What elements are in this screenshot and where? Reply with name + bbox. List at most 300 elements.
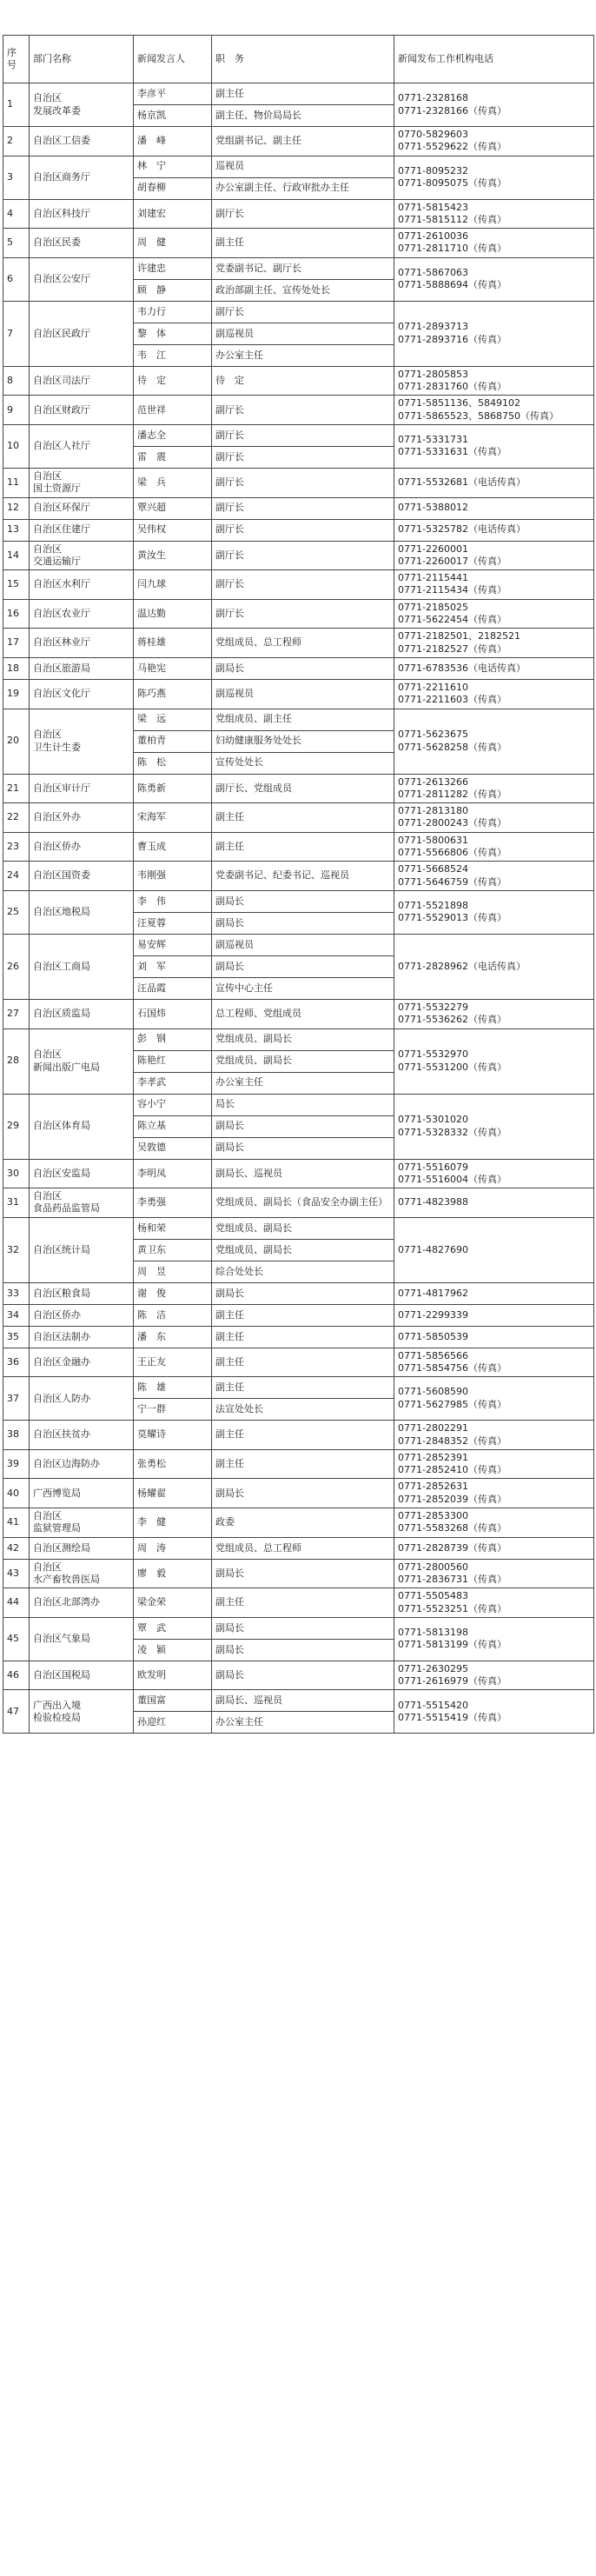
cell-position: 副厅长: [212, 541, 394, 570]
cell-department: 自治区气象局: [30, 1617, 134, 1661]
cell-spokesperson: 顾 静: [134, 279, 212, 301]
cell-position: 办公室主任: [212, 1712, 394, 1734]
cell-department: 自治区文化厅: [30, 679, 134, 709]
cell-position: 政治部副主任、宣传处处长: [212, 279, 394, 301]
cell-department: 自治区粮食局: [30, 1282, 134, 1304]
cell-phone: 0771-5505483 0771-5523251（传真）: [394, 1588, 594, 1618]
table-row: [3, 1159, 594, 1188]
cell-department: 自治区 食品药品监管局: [30, 1188, 134, 1218]
cell-phone: 0771-5516079 0771-5516004（传真）: [394, 1159, 594, 1188]
cell-index: 16: [3, 599, 30, 629]
cell-position: 党组成员、副局长: [212, 1239, 394, 1261]
cell-spokesperson: 李孝武: [134, 1072, 212, 1094]
cell-position: 副局长、巡视员: [212, 1159, 394, 1188]
cell-position: 副厅长: [212, 599, 394, 629]
cell-position: 副主任: [212, 803, 394, 833]
cell-spokesperson: 周 健: [134, 229, 212, 258]
cell-position: 总工程师、党组成员: [212, 999, 394, 1028]
cell-phone: 0771-4827690: [394, 1217, 594, 1282]
cell-department: 自治区测绘局: [30, 1537, 134, 1559]
cell-spokesperson: 汪品霞: [134, 977, 212, 999]
cell-position: 副巡视员: [212, 934, 394, 955]
cell-index: 14: [3, 541, 30, 570]
cell-phone: 0771-2630295 0771-2616979（传真）: [394, 1661, 594, 1690]
cell-index: 24: [3, 862, 30, 891]
cell-spokesperson: 韦刚强: [134, 862, 212, 891]
table-row: [3, 1421, 594, 1450]
cell-phone: 0771-8095232 0771-8095075（传真）: [394, 156, 594, 199]
header-index: 序号: [3, 36, 30, 83]
table-row: [3, 1094, 594, 1115]
cell-spokesperson: 雷 震: [134, 446, 212, 468]
table-row: [3, 1449, 594, 1479]
cell-index: 37: [3, 1377, 30, 1421]
cell-phone: 0771-5325782（电话传真）: [394, 519, 594, 541]
cell-phone: 0771-5800631 0771-5566806（传真）: [394, 832, 594, 862]
cell-spokesperson: 覃兴超: [134, 497, 212, 519]
cell-position: 党组成员、总工程师: [212, 1537, 394, 1559]
cell-index: 40: [3, 1479, 30, 1508]
cell-phone: 0771-2115441 0771-2115434（传真）: [394, 570, 594, 600]
cell-position: 副厅长: [212, 424, 394, 446]
cell-department: 自治区财政厅: [30, 396, 134, 425]
cell-index: 23: [3, 832, 30, 862]
cell-position: 宣传中心主任: [212, 977, 394, 999]
cell-department: 自治区边海防办: [30, 1449, 134, 1479]
cell-spokesperson: 韦力行: [134, 301, 212, 323]
cell-index: 12: [3, 497, 30, 519]
cell-spokesperson: 刘建宏: [134, 199, 212, 229]
cell-position: 巡视员: [212, 156, 394, 177]
cell-position: 副局长: [212, 890, 394, 912]
table-row: [3, 468, 594, 497]
table-row: [3, 934, 594, 955]
cell-index: 45: [3, 1617, 30, 1661]
table-row: [3, 1304, 594, 1326]
cell-phone: 0771-5850539: [394, 1326, 594, 1348]
cell-phone: 0771-2800560 0771-2836731（传真）: [394, 1559, 594, 1588]
cell-index: 13: [3, 519, 30, 541]
cell-index: 44: [3, 1588, 30, 1618]
cell-department: 自治区安监局: [30, 1159, 134, 1188]
table-row: [3, 862, 594, 891]
cell-index: 29: [3, 1094, 30, 1159]
cell-index: 43: [3, 1559, 30, 1588]
table-row: [3, 497, 594, 519]
cell-phone: 0771-5813198 0771-5813199（传真）: [394, 1617, 594, 1661]
cell-spokesperson: 闫九球: [134, 570, 212, 600]
cell-index: 5: [3, 229, 30, 258]
cell-spokesperson: 董柏青: [134, 730, 212, 752]
cell-position: 副局长: [212, 1639, 394, 1661]
cell-index: 22: [3, 803, 30, 833]
cell-position: 法宣处处长: [212, 1399, 394, 1421]
cell-index: 17: [3, 629, 30, 658]
cell-phone: 0771-6783536（电话传真）: [394, 657, 594, 679]
cell-department: 自治区北部湾办: [30, 1588, 134, 1618]
cell-phone: 0771-2610036 0771-2811710（传真）: [394, 229, 594, 258]
cell-spokesperson: 黄卫东: [134, 1239, 212, 1261]
cell-spokesperson: 石国炜: [134, 999, 212, 1028]
cell-spokesperson: 陈巧燕: [134, 679, 212, 709]
table-row: [3, 1559, 594, 1588]
cell-department: 自治区人防办: [30, 1377, 134, 1421]
cell-phone: 0770-5829603 0771-5529622（传真）: [394, 127, 594, 156]
cell-spokesperson: 李 健: [134, 1508, 212, 1538]
cell-spokesperson: 黄汝生: [134, 541, 212, 570]
cell-position: 副主任: [212, 1588, 394, 1618]
cell-position: 副厅长: [212, 301, 394, 323]
cell-spokesperson: 周 昱: [134, 1261, 212, 1282]
cell-position: 副局长: [212, 1282, 394, 1304]
cell-spokesperson: 欧发明: [134, 1661, 212, 1690]
table-row: [3, 1326, 594, 1348]
cell-spokesperson: 董国富: [134, 1690, 212, 1712]
cell-spokesperson: 汪夏蓉: [134, 912, 212, 934]
cell-phone: 0771-2828739（传真）: [394, 1537, 594, 1559]
cell-index: 28: [3, 1028, 30, 1094]
cell-position: 副主任: [212, 1326, 394, 1348]
cell-phone: 0771-5668524 0771-5646759（传真）: [394, 862, 594, 891]
table-row: [3, 890, 594, 912]
cell-spokesperson: 马艳宪: [134, 657, 212, 679]
cell-department: 自治区司法厅: [30, 366, 134, 396]
table-row: [3, 1377, 594, 1399]
cell-position: 办公室主任: [212, 1072, 394, 1094]
cell-phone: 0771-2613266 0771-2811282（传真）: [394, 774, 594, 803]
cell-spokesperson: 凌 颖: [134, 1639, 212, 1661]
cell-phone: 0771-5815423 0771-5815112（传真）: [394, 199, 594, 229]
cell-department: 自治区审计厅: [30, 774, 134, 803]
table-row: [3, 229, 594, 258]
cell-phone: 0771-5532279 0771-5536262（传真）: [394, 999, 594, 1028]
table-row: [3, 83, 594, 105]
cell-position: 副局长: [212, 1115, 394, 1137]
table-row: [3, 1188, 594, 1218]
cell-index: 46: [3, 1661, 30, 1690]
cell-department: 自治区农业厅: [30, 599, 134, 629]
cell-phone: 0771-5388012: [394, 497, 594, 519]
cell-phone: 0771-2805853 0771-2831760（传真）: [394, 366, 594, 396]
cell-department: 自治区 新闻出版广电局: [30, 1028, 134, 1094]
cell-spokesperson: 杨京凯: [134, 105, 212, 127]
table-row: [3, 1588, 594, 1618]
cell-spokesperson: 潘 峰: [134, 127, 212, 156]
header-department: 部门名称: [30, 36, 134, 83]
cell-spokesperson: 黎 体: [134, 323, 212, 344]
cell-position: 政委: [212, 1508, 394, 1538]
cell-index: 30: [3, 1159, 30, 1188]
cell-phone: 0771-2828962（电话传真）: [394, 934, 594, 999]
cell-phone: 0771-5301020 0771-5328332（传真）: [394, 1094, 594, 1159]
cell-phone: 0771-4823988: [394, 1188, 594, 1218]
cell-spokesperson: 陈 松: [134, 752, 212, 774]
cell-phone: 0771-2299339: [394, 1304, 594, 1326]
cell-spokesperson: 陈 洁: [134, 1304, 212, 1326]
cell-position: 副主任: [212, 1304, 394, 1326]
cell-index: 47: [3, 1690, 30, 1734]
cell-position: 党组成员、副主任: [212, 709, 394, 730]
cell-index: 41: [3, 1508, 30, 1538]
cell-department: 自治区统计局: [30, 1217, 134, 1282]
cell-phone: 0771-2893713 0771-2893716（传真）: [394, 301, 594, 366]
cell-spokesperson: 宁一群: [134, 1399, 212, 1421]
table-row: [3, 1479, 594, 1508]
cell-index: 20: [3, 709, 30, 774]
cell-position: 党组副书记、副主任: [212, 127, 394, 156]
page: [3, 0, 593, 1768]
cell-department: 广西出入境 检验检疫局: [30, 1690, 134, 1734]
cell-phone: 0771-5856566 0771-5854756（传真）: [394, 1348, 594, 1377]
cell-spokesperson: 待 定: [134, 366, 212, 396]
cell-position: 副局长: [212, 912, 394, 934]
cell-index: 34: [3, 1304, 30, 1326]
cell-phone: 0771-2211610 0771-2211603（传真）: [394, 679, 594, 709]
cell-index: 38: [3, 1421, 30, 1450]
cell-position: 妇幼健康服务处处长: [212, 730, 394, 752]
cell-position: 副局长: [212, 1617, 394, 1639]
cell-spokesperson: 孙迎红: [134, 1712, 212, 1734]
cell-spokesperson: 莫耀诗: [134, 1421, 212, 1450]
table-body: [3, 83, 594, 1734]
cell-position: 副局长: [212, 657, 394, 679]
table-row: [3, 709, 594, 730]
cell-phone: 0771-2185025 0771-5622454（传真）: [394, 599, 594, 629]
cell-department: 自治区科技厅: [30, 199, 134, 229]
cell-phone: 0771-4817962: [394, 1282, 594, 1304]
cell-spokesperson: 李明凤: [134, 1159, 212, 1188]
table-row: [3, 156, 594, 177]
cell-position: 副厅长: [212, 570, 394, 600]
cell-index: 19: [3, 679, 30, 709]
cell-phone: 0771-5532970 0771-5531200（传真）: [394, 1028, 594, 1094]
cell-position: 副厅长: [212, 519, 394, 541]
cell-position: 副巡视员: [212, 323, 394, 344]
cell-phone: 0771-5532681（电话传真）: [394, 468, 594, 497]
cell-index: 26: [3, 934, 30, 999]
table-row: [3, 1690, 594, 1712]
cell-phone: 0771-2328168 0771-2328166（传真）: [394, 83, 594, 127]
cell-index: 35: [3, 1326, 30, 1348]
cell-index: 9: [3, 396, 30, 425]
cell-department: 自治区侨办: [30, 832, 134, 862]
cell-spokesperson: 吴伟权: [134, 519, 212, 541]
cell-position: 党组成员、总工程师: [212, 629, 394, 658]
cell-position: 副局长: [212, 1559, 394, 1588]
table-row: [3, 199, 594, 229]
cell-index: 1: [3, 83, 30, 127]
cell-position: 副厅长: [212, 446, 394, 468]
cell-spokesperson: 谢 俊: [134, 1282, 212, 1304]
cell-phone: 0771-5623675 0771-5628258（传真）: [394, 709, 594, 774]
cell-department: 自治区 交通运输厅: [30, 541, 134, 570]
cell-department: 自治区 发展改革委: [30, 83, 134, 127]
cell-department: 自治区 卫生计生委: [30, 709, 134, 774]
cell-spokesperson: 容小宁: [134, 1094, 212, 1115]
cell-position: 副局长、巡视员: [212, 1690, 394, 1712]
cell-index: 32: [3, 1217, 30, 1282]
table-row: [3, 1617, 594, 1639]
cell-phone: 0771-5851136、5849102 0771-5865523、5868750（传真）: [394, 396, 594, 425]
cell-phone: 0771-5867063 0771-5888694（传真）: [394, 257, 594, 301]
cell-spokesperson: 林 宁: [134, 156, 212, 177]
cell-index: 2: [3, 127, 30, 156]
cell-position: 局长: [212, 1094, 394, 1115]
cell-position: 副局长: [212, 1137, 394, 1159]
cell-position: 副主任: [212, 229, 394, 258]
cell-position: 副局长: [212, 955, 394, 977]
cell-position: 副主任、物价局局长: [212, 105, 394, 127]
cell-spokesperson: 王正友: [134, 1348, 212, 1377]
cell-department: 自治区民政厅: [30, 301, 134, 366]
cell-department: 自治区 国土资源厅: [30, 468, 134, 497]
cell-spokesperson: 范世祥: [134, 396, 212, 425]
cell-position: 党委副书记、副厅长: [212, 257, 394, 279]
cell-department: 自治区环保厅: [30, 497, 134, 519]
cell-index: 39: [3, 1449, 30, 1479]
cell-spokesperson: 吴敦德: [134, 1137, 212, 1159]
cell-spokesperson: 彭 钢: [134, 1028, 212, 1050]
cell-position: 副主任: [212, 832, 394, 862]
cell-position: 副主任: [212, 1348, 394, 1377]
spokesperson-table: [3, 35, 594, 1734]
cell-index: 27: [3, 999, 30, 1028]
cell-phone: 0771-2852391 0771-2852410（传真）: [394, 1449, 594, 1479]
cell-spokesperson: 李 伟: [134, 890, 212, 912]
cell-department: 自治区工信委: [30, 127, 134, 156]
cell-spokesperson: 李彦平: [134, 83, 212, 105]
cell-position: 副厅长: [212, 199, 394, 229]
table-row: [3, 679, 594, 709]
cell-spokesperson: 陈 雄: [134, 1377, 212, 1399]
table-row: [3, 1282, 594, 1304]
header-position: 职 务: [212, 36, 394, 83]
cell-spokesperson: 易安辉: [134, 934, 212, 955]
cell-spokesperson: 廖 毅: [134, 1559, 212, 1588]
table-row: [3, 366, 594, 396]
cell-phone: 0771-2852631 0771-2852039（传真）: [394, 1479, 594, 1508]
cell-department: 自治区住建厅: [30, 519, 134, 541]
cell-index: 31: [3, 1188, 30, 1218]
cell-spokesperson: 梁金荣: [134, 1588, 212, 1618]
table-row: [3, 301, 594, 323]
cell-position: 副厅长: [212, 468, 394, 497]
cell-position: 待 定: [212, 366, 394, 396]
cell-index: 36: [3, 1348, 30, 1377]
cell-spokesperson: 梁 远: [134, 709, 212, 730]
cell-position: 副局长: [212, 1479, 394, 1508]
table-row: [3, 424, 594, 446]
cell-index: 33: [3, 1282, 30, 1304]
cell-index: 8: [3, 366, 30, 396]
cell-index: 4: [3, 199, 30, 229]
table-row: [3, 541, 594, 570]
cell-department: 自治区公安厅: [30, 257, 134, 301]
cell-index: 3: [3, 156, 30, 199]
table-row: [3, 519, 594, 541]
cell-index: 15: [3, 570, 30, 600]
table-row: [3, 1508, 594, 1538]
table-row: [3, 832, 594, 862]
cell-position: 副厅长: [212, 497, 394, 519]
cell-department: 自治区国资委: [30, 862, 134, 891]
cell-index: 11: [3, 468, 30, 497]
cell-index: 25: [3, 890, 30, 934]
cell-phone: 0771-5521898 0771-5529013（传真）: [394, 890, 594, 934]
cell-spokesperson: 陈艳红: [134, 1050, 212, 1072]
cell-spokesperson: 胡春柳: [134, 177, 212, 199]
table-row: [3, 257, 594, 279]
cell-department: 自治区 监狱管理局: [30, 1508, 134, 1538]
cell-index: 21: [3, 774, 30, 803]
cell-position: 宣传处处长: [212, 752, 394, 774]
cell-phone: 0771-2260001 0771-2260017（传真）: [394, 541, 594, 570]
table-row: [3, 1661, 594, 1690]
cell-department: 自治区质监局: [30, 999, 134, 1028]
cell-department: 自治区侨办: [30, 1304, 134, 1326]
cell-phone: 0771-5608590 0771-5627985（传真）: [394, 1377, 594, 1421]
cell-department: 自治区水利厅: [30, 570, 134, 600]
cell-phone: 0771-2813180 0771-2800243（传真）: [394, 803, 594, 833]
cell-position: 党委副书记、纪委书记、巡视员: [212, 862, 394, 891]
header-phone: 新闻发布工作机构电话: [394, 36, 594, 83]
table-row: [3, 1028, 594, 1050]
table-row: [3, 599, 594, 629]
cell-position: 副厅长、党组成员: [212, 774, 394, 803]
cell-department: 自治区扶贫办: [30, 1421, 134, 1450]
cell-position: 党组成员、副局长: [212, 1028, 394, 1050]
cell-department: 自治区金融办: [30, 1348, 134, 1377]
cell-position: 办公室主任: [212, 344, 394, 366]
cell-spokesperson: 宋海军: [134, 803, 212, 833]
cell-spokesperson: 蒋桂雄: [134, 629, 212, 658]
header-spokesperson: 新闻发言人: [134, 36, 212, 83]
cell-position: 党组成员、副局长（食品安全办副主任）: [212, 1188, 394, 1218]
cell-spokesperson: 周 涛: [134, 1537, 212, 1559]
cell-index: 18: [3, 657, 30, 679]
cell-department: 自治区地税局: [30, 890, 134, 934]
cell-position: 办公室副主任、行政审批办主任: [212, 177, 394, 199]
cell-position: 副局长: [212, 1661, 394, 1690]
cell-spokesperson: 曹玉成: [134, 832, 212, 862]
cell-spokesperson: 许建忠: [134, 257, 212, 279]
cell-index: 42: [3, 1537, 30, 1559]
cell-department: 自治区人社厅: [30, 424, 134, 468]
cell-spokesperson: 温达勤: [134, 599, 212, 629]
cell-spokesperson: 陈勇新: [134, 774, 212, 803]
table-row: [3, 629, 594, 658]
cell-spokesperson: 韦 江: [134, 344, 212, 366]
cell-spokesperson: 潘 东: [134, 1326, 212, 1348]
cell-department: 自治区法制办: [30, 1326, 134, 1348]
cell-department: 自治区商务厅: [30, 156, 134, 199]
cell-phone: 0771-5331731 0771-5331631（传真）: [394, 424, 594, 468]
cell-position: 党组成员、副局长: [212, 1050, 394, 1072]
cell-phone: 0771-5515420 0771-5515419（传真）: [394, 1690, 594, 1734]
cell-position: 副巡视员: [212, 679, 394, 709]
cell-spokesperson: 张勇松: [134, 1449, 212, 1479]
cell-department: 自治区林业厅: [30, 629, 134, 658]
cell-phone: 0771-2802291 0771-2848352（传真）: [394, 1421, 594, 1450]
table-row: [3, 999, 594, 1028]
cell-position: 党组成员、副局长: [212, 1217, 394, 1239]
cell-department: 广西博览局: [30, 1479, 134, 1508]
cell-spokesperson: 杨耀翟: [134, 1479, 212, 1508]
cell-spokesperson: 覃 武: [134, 1617, 212, 1639]
cell-department: 自治区民委: [30, 229, 134, 258]
cell-position: 副主任: [212, 1449, 394, 1479]
cell-department: 自治区工商局: [30, 934, 134, 999]
